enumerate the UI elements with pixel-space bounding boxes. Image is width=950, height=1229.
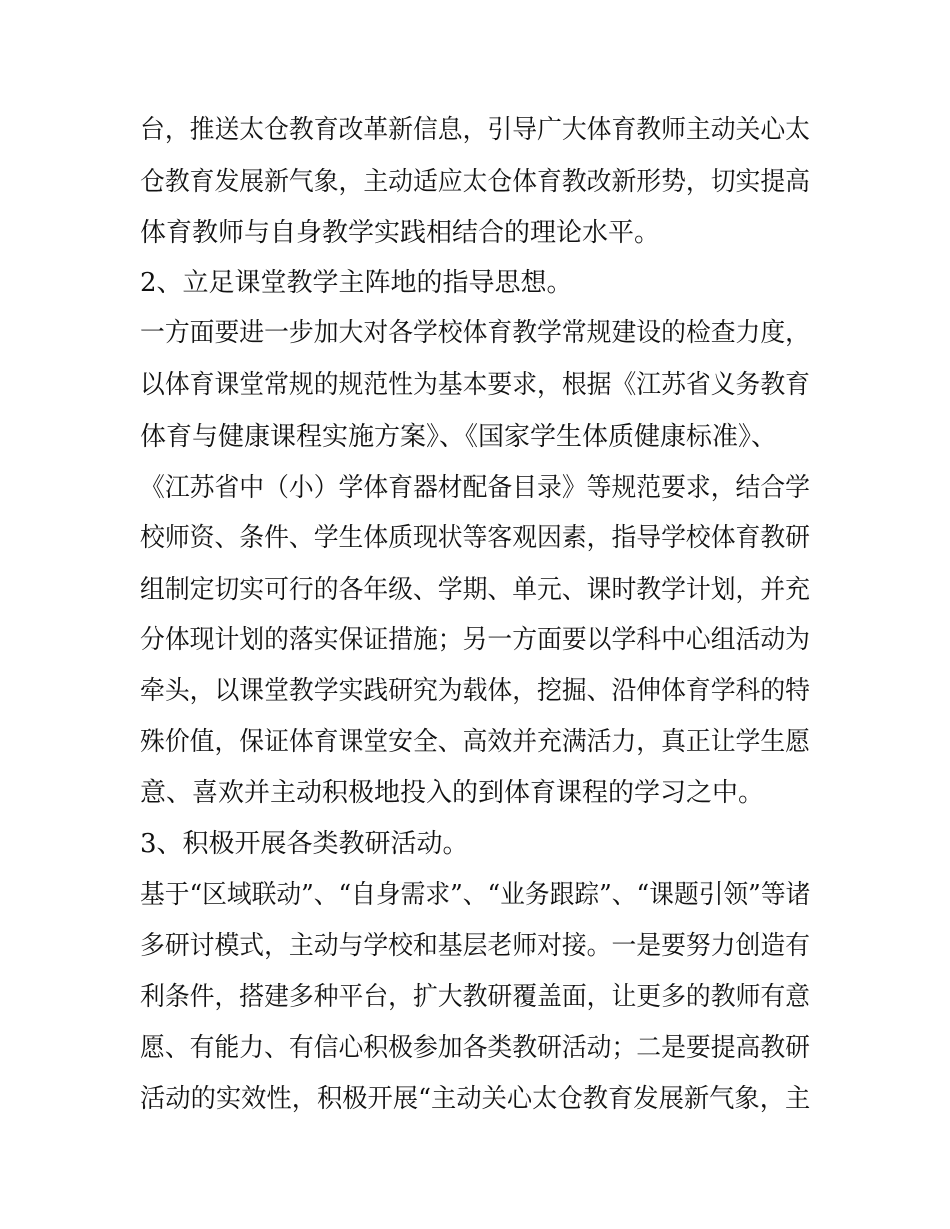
text-line-19: 愿、有能力、有信心积极参加各类教研活动；二是要提高教研 [140, 1033, 811, 1063]
text-line-17: 多研讨模式，主动与学校和基层老师对接。一是要努力创造有 [140, 931, 811, 961]
text-line-11: 分体现计划的落实保证措施；另一方面要以学科中心组活动为 [140, 625, 811, 655]
text-line-14: 意、喜欢并主动积极地投入的到体育课程的学习之中。 [140, 778, 765, 808]
text-line-10: 组制定切实可行的各年级、学期、单元、课时教学计划，并充 [140, 575, 811, 605]
text-line-12: 牵头，以课堂教学实践研究为载体，挖掘、沿伸体育学科的特 [140, 676, 811, 706]
text-line-6: 以体育课堂常规的规范性为基本要求，根据《江苏省义务教育 [140, 370, 811, 400]
section-heading-3: 3、积极开展各类教研活动。 [140, 829, 469, 859]
text-line-18: 利条件，搭建多种平台，扩大教研覆盖面，让更多的教师有意 [140, 982, 811, 1012]
text-line-2: 仓教育发展新气象，主动适应太仓体育教改新形势，切实提高 [140, 167, 811, 197]
text-line-7: 体育与健康课程实施方案》、《国家学生体质健康标准》、 [140, 422, 778, 452]
text-line-8: 《江苏省中（小）学体育器材配备目录》等规范要求，结合学 [140, 473, 811, 503]
text-line-5: 一方面要进一步加大对各学校体育教学常规建设的检查力度， [140, 318, 811, 348]
text-line-13: 殊价值，保证体育课堂安全、高效并充满活力，真正让学生愿 [140, 727, 811, 757]
text-line-3: 体育教师与自身教学实践相结合的理论水平。 [140, 218, 661, 248]
text-line-9: 校师资、条件、学生体质现状等客观因素，指导学校体育教研 [140, 523, 811, 553]
section-heading-2: 2、立足课堂教学主阵地的指导思想。 [140, 268, 573, 298]
text-line-1: 台，推送太仓教育改革新信息，引导广大体育教师主动关心太 [140, 115, 811, 145]
text-line-16: 基于“区域联动”、“自身需求”、“业务跟踪”、“课题引领”等诸 [140, 880, 811, 910]
text-line-20: 活动的实效性，积极开展“主动关心太仓教育发展新气象，主 [140, 1084, 811, 1114]
